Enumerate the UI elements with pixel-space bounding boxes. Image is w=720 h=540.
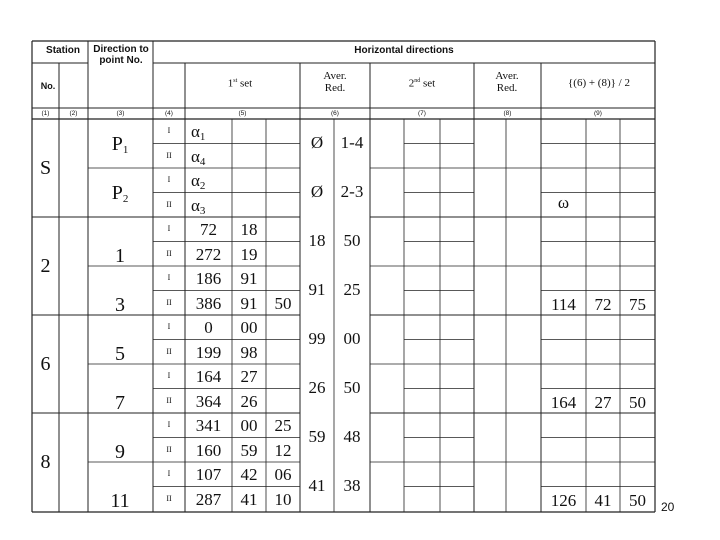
degrees-value: 0 [204,318,213,337]
station-label: 6 [40,353,51,375]
face-label: II [166,444,172,454]
minutes-value: 91 [240,293,258,313]
degrees-value: 364 [195,391,222,411]
degrees-value: 272 [195,244,222,264]
header-horizontal-directions: Horizontal directions [354,45,454,56]
column-number: (9) [594,110,602,117]
degrees-value: 160 [195,440,222,460]
point-subscript: 2 [122,192,129,205]
column-number: (1) [41,110,50,117]
face-label: II [166,150,172,160]
result-minutes: 72 [594,294,612,314]
aver-red-degrees: 18 [308,230,326,250]
alpha-subscript: 1 [199,131,206,143]
face-label: I [167,322,171,331]
aver-red-minutes: 25 [343,279,361,299]
seconds-value: 06 [274,465,292,484]
face-label: I [167,273,171,282]
point-subscript: 1 [122,143,129,156]
face-label: I [167,224,171,233]
column-number: (4) [165,110,173,117]
minutes-value: 00 [240,318,258,337]
alpha-subscript: 2 [199,180,206,192]
alpha-label: $\alpha_3$ [191,195,206,217]
aver-red-minutes: 50 [343,377,361,397]
station-label: S [39,157,52,179]
alpha-label: $\alpha_2$ [191,171,206,192]
aver-red-minutes: 50 [343,230,361,250]
minutes-value: 41 [240,489,258,509]
aver-red-degrees: 26 [308,377,326,397]
alpha-label: $\alpha_1$ [191,122,206,143]
alpha-subscript: 4 [199,155,206,168]
point-label: $P_2$ [111,181,129,205]
column-number: (3) [116,110,125,117]
degrees-value: 199 [195,342,222,362]
page-number: 20 [661,500,675,514]
second-set-sup: nd [414,78,421,84]
minutes-value: 26 [240,391,258,411]
header-no: No. [40,81,56,91]
face-label: II [166,493,172,503]
second-set-num: 2 [408,77,415,90]
seconds-value: 25 [274,416,292,435]
aver-red-minutes: 48 [343,426,361,446]
aver-red-degrees: 59 [308,426,326,446]
first-set-sup: st [233,78,238,84]
seconds-value: 12 [274,440,292,460]
aver-red-minutes: 1-4 [340,132,364,152]
face-label: II [166,395,172,405]
aver-red-minutes: 00 [343,328,361,348]
minutes-value: 00 [240,416,258,435]
header-aver-red-1 [312,70,358,94]
minutes-value: 98 [240,342,258,362]
column-number: (8) [503,110,512,117]
degrees-value: 164 [195,367,222,386]
alpha-subscript: 3 [199,204,206,217]
result-degrees: 126 [550,490,577,510]
first-set-word: set [240,77,253,90]
face-label: II [166,199,172,209]
station-label: 8 [40,451,51,473]
degrees-value: 386 [195,293,222,313]
minutes-value: 42 [240,465,258,484]
column-number: (7) [418,110,426,117]
header-first-set [210,78,270,90]
header-station: Station [46,45,80,56]
minutes-value: 18 [240,220,258,239]
point-label: 9 [115,440,125,463]
aver-red-degrees: 99 [308,328,326,348]
second-set-word: set [423,77,436,90]
result-seconds: 50 [629,490,646,510]
result-degrees: ω [557,192,570,212]
point-label: 1 [115,244,125,267]
result-seconds: 75 [629,294,646,314]
degrees-value: 107 [195,465,222,484]
result-seconds: 50 [629,392,646,412]
aver-red-degrees: Ø [310,181,324,201]
seconds-value: 10 [274,489,292,509]
column-number: (6) [331,110,339,117]
result-minutes: 41 [594,490,612,510]
header-direction [92,44,150,66]
point-label: 3 [115,293,125,316]
minutes-value: 27 [240,367,258,386]
result-degrees: 164 [550,392,577,412]
point-label: 5 [115,342,125,365]
result-degrees: 114 [551,294,576,314]
point-label: 7 [115,391,125,414]
degrees-value: 72 [200,220,217,239]
point-label: 11 [110,489,130,512]
face-label: I [167,175,171,184]
aver-red-2-text: Aver. Red. [495,70,519,94]
aver-red-minutes: 2-3 [340,181,364,201]
minutes-value: 19 [240,244,258,264]
face-label: I [167,420,171,429]
minutes-value: 59 [240,440,258,460]
aver-red-degrees: 41 [308,475,326,495]
minutes-value: 91 [240,269,258,288]
header-formula: {(6) + (8)} / 2 [568,77,630,89]
aver-red-1-text: Aver. Red. [323,70,347,94]
face-label: II [166,248,172,258]
degrees-value: 287 [195,489,222,509]
header-second-set [392,78,452,90]
aver-red-degrees: 91 [308,279,326,299]
column-number: (5) [238,110,247,117]
point-label: $P_1$ [111,132,129,156]
column-number: (2) [69,110,78,117]
aver-red-minutes: 38 [343,475,361,495]
degrees-value: 186 [195,269,222,288]
face-label: I [167,469,171,478]
aver-red-degrees: Ø [310,132,324,152]
station-label: 2 [40,255,51,277]
face-label: II [166,297,172,307]
face-label: I [167,126,171,135]
header-direction-text: Direction to point No. [93,44,149,66]
header-aver-red-2 [484,70,530,94]
degrees-value: 341 [195,416,222,435]
first-set-num: 1 [227,77,234,90]
seconds-value: 50 [274,293,292,313]
face-label: II [166,346,172,356]
result-minutes: 27 [594,392,612,412]
face-label: I [167,371,171,380]
alpha-label: $\alpha_4$ [191,146,206,168]
